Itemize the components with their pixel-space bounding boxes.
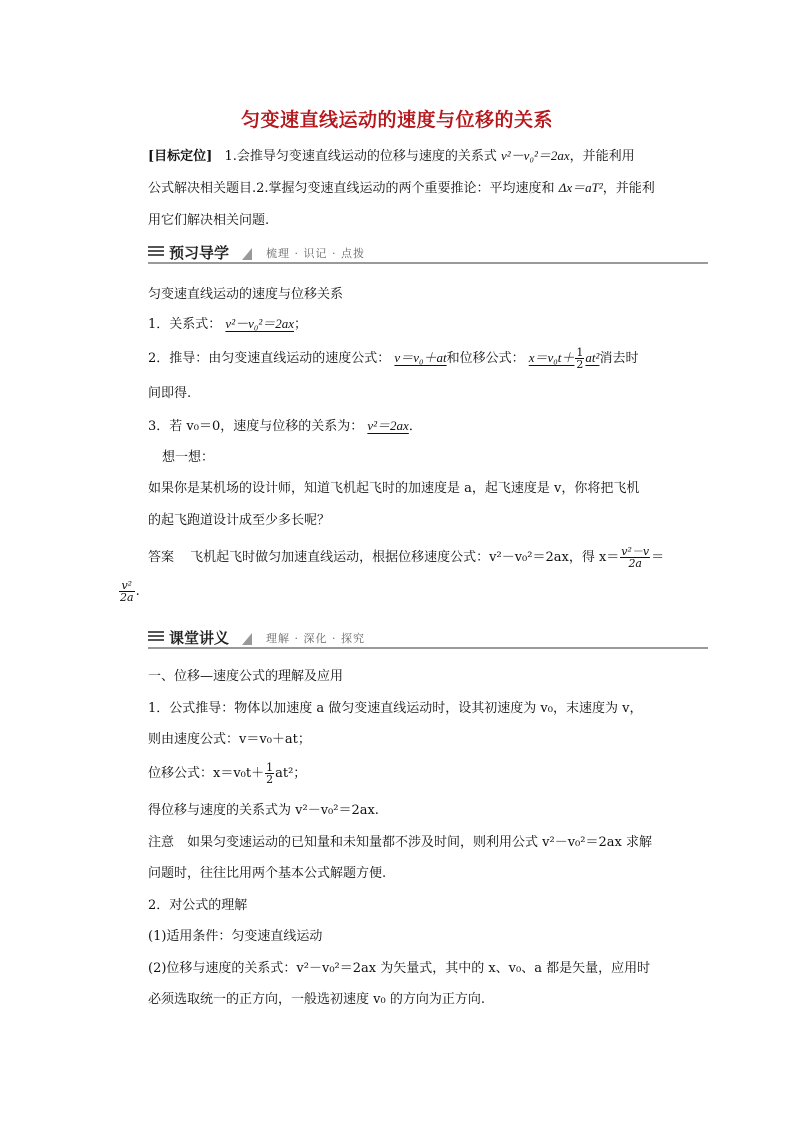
section-subtitle: 理解 · 深化 · 探究 (266, 632, 365, 645)
item-2-label: 2．推导：由匀变速直线运动的速度公式： (148, 351, 391, 366)
lecture-p1-b: 则由速度公式：v＝v₀＋at； (148, 732, 311, 747)
item-2-formula-1: v＝v₀＋at (394, 350, 447, 365)
lecture-note-a: 注意 如果匀变速运动的已知量和未知量都不涉及时间，则利用公式 v²－v₀²＝2ax 求解 (148, 835, 652, 850)
answer-fraction-2-denominator: 2a (120, 591, 134, 604)
fraction-denominator: 2 (576, 358, 584, 371)
item-3-end: ． (408, 419, 422, 434)
section-divider (148, 647, 708, 649)
section-heading: 预习导学 (169, 244, 230, 262)
lecture-condition-2a: (2)位移与速度的关系式：v²－v₀²＝2ax 为矢量式，其中的 x、v₀、a 都是矢量，应用时 (148, 961, 651, 976)
page-title: 匀变速直线运动的速度与位移的关系 (240, 109, 553, 131)
lecture-condition-1: (1)适用条件：匀变速直线运动 (148, 929, 323, 944)
objective-formula: v²－v₀²＝2ax (501, 148, 570, 163)
half-fraction (575, 347, 584, 370)
item-2-mid: 和位移公式： (446, 351, 525, 366)
objective-line-2 (148, 177, 655, 196)
item-2-formula-2a: x＝v₀t＋ (528, 350, 575, 365)
section-subtitle: 梳理 · 识记 · 点拨 (266, 247, 365, 260)
lecture-p1-c-post: at²； (275, 766, 307, 781)
section-lines-icon (148, 246, 164, 260)
item-1-label: 1．关系式： (148, 317, 222, 332)
section-triangle-icon (242, 633, 252, 645)
lecture-p1-d: 得位移与速度的关系式为 v²－v₀²＝2ax. (148, 803, 379, 818)
answer-fraction-numerator: v²－v (621, 545, 650, 558)
answer-label: 答案 (148, 550, 175, 565)
section-header-lecture (148, 629, 708, 647)
section-divider (148, 262, 708, 264)
item-1-end: ； (294, 317, 308, 332)
section-lines-icon (148, 631, 164, 645)
answer-fraction-2-numerator: v² (121, 579, 133, 592)
lecture-heading-1: 一、位移—速度公式的理解及应用 (148, 669, 344, 684)
item-3-label: 3．若 v₀＝0，速度与位移的关系为： (148, 419, 364, 434)
lecture-condition-2b: 必须选取统一的正方向，一般选初速度 v₀ 的方向为正方向. (148, 992, 485, 1007)
item-2-formula-2 (528, 346, 600, 371)
answer-fraction-denominator: 2a (620, 557, 650, 569)
answer-fraction-2 (119, 580, 135, 603)
preview-item-2-cont: 间即得. (148, 386, 192, 401)
item-3-formula: v²＝2ax (367, 418, 409, 433)
think-label: 想一想： (162, 450, 215, 465)
half-fraction (265, 762, 274, 785)
objective-line-1 (148, 145, 635, 164)
lecture-note-b: 问题时，往往比用两个基本公式解题方便. (148, 866, 387, 881)
item-2-formula-2b: at² (585, 350, 600, 365)
preview-item-3 (148, 415, 422, 434)
lecture-heading-2: 2．对公式的理解 (148, 898, 248, 913)
preview-item-2 (148, 340, 638, 377)
lecture-p1-c (148, 756, 306, 792)
objective-text-3: 公式解决相关题目.2.掌握匀变速直线运动的两个重要推论：平均速度和 (148, 181, 555, 196)
fraction-denominator: 2 (266, 773, 274, 786)
objective-text-4: ，并能利 (602, 181, 655, 196)
lecture-p1-c-pre: 位移公式：x＝v₀t＋ (148, 766, 265, 781)
answer-fraction (620, 546, 650, 569)
lecture-p1-a: 1．公式推导：物体以加速度 a 做匀变速直线运动时，设其初速度为 v₀，末速度为 v， (148, 701, 643, 716)
answer-equals: ＝ (651, 550, 665, 565)
answer-line (148, 540, 664, 576)
item-1-formula: v²－v₀²＝2ax (225, 316, 295, 331)
preview-item-1 (148, 313, 307, 332)
objective-text-1: 1.会推导匀变速直线运动的位移与速度的关系式 (224, 149, 497, 164)
question-line-2: 的起飞跑道设计成至少多长呢？ (148, 513, 331, 528)
question-line-1: 如果你是某机场的设计师，知道飞机起飞时的加速度是 a，起飞速度是 v，你将把飞机 (148, 481, 640, 496)
objective-label: [目标定位] (148, 149, 213, 164)
fraction-numerator: 1 (266, 761, 274, 774)
objective-line-3: 用它们解决相关问题. (148, 213, 270, 228)
answer-line-2 (118, 580, 140, 603)
section-heading: 课堂讲义 (169, 629, 230, 647)
answer-dot: . (135, 584, 140, 599)
objective-text-2: ，并能利用 (569, 149, 635, 164)
preview-intro: 匀变速直线运动的速度与位移关系 (148, 287, 344, 302)
fraction-numerator: 1 (576, 346, 584, 359)
answer-text: 飞机起飞时做匀加速直线运动，根据位移速度公式：v²－v₀²＝2ax，得 x＝ (190, 550, 620, 565)
section-triangle-icon (242, 248, 252, 260)
section-header-preview (148, 244, 708, 262)
objective-formula-2: Δx＝aT² (558, 180, 603, 195)
item-2-end: 消去时 (599, 351, 639, 366)
